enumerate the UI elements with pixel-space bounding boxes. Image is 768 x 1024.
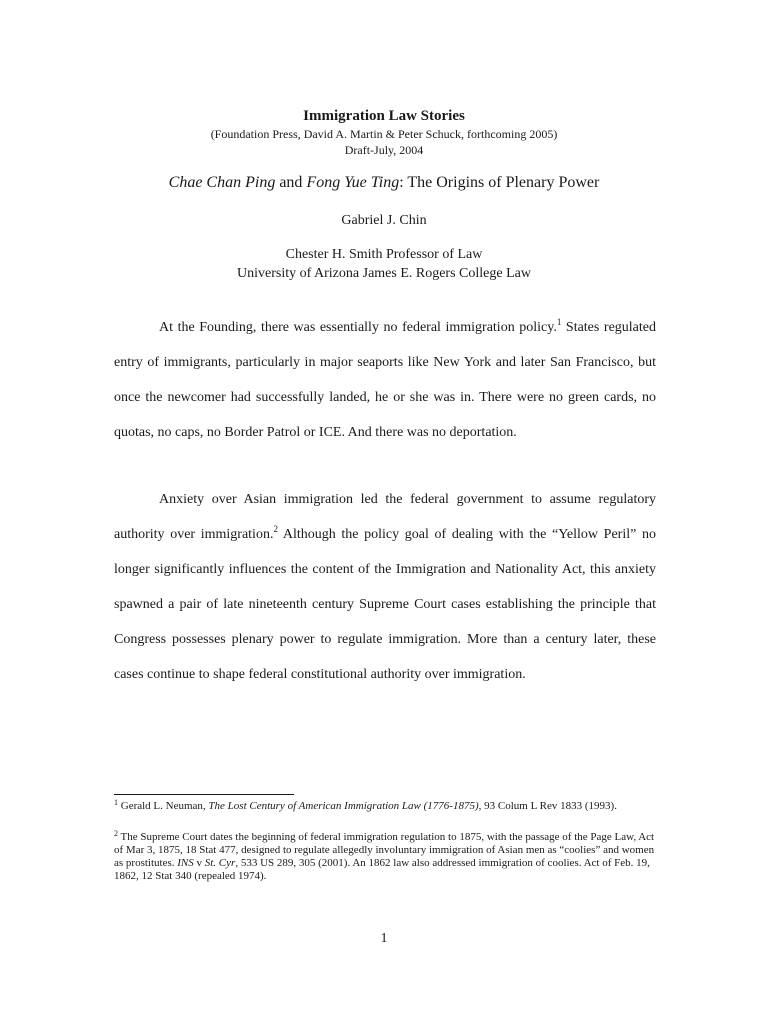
title-and: and: [275, 174, 307, 191]
title-rest: : The Origins of Plenary Power: [399, 174, 600, 191]
footnote-2-case-party-1: INS: [177, 857, 194, 869]
footnote-ref-1[interactable]: 1: [556, 317, 562, 327]
footnote-1-text: Gerald L. Neuman,: [118, 800, 209, 812]
author-title: Chester H. Smith Professor of Law: [285, 247, 483, 262]
footnote-ref-2[interactable]: 2: [273, 524, 278, 534]
body-paragraph-1: [114, 310, 656, 450]
footnote-2-case-party-2: St. Cyr: [204, 857, 236, 869]
case-name-1: Chae Chan Ping: [168, 174, 276, 191]
footnote-2-citation: , 533 US 289, 305 (2001). An 1862 law also addressed immigration of coolies. Act of Feb. 19, 1862, 12 Stat 340 (repealed 1974).: [114, 857, 650, 882]
book-title: Immigration Law Stories: [303, 108, 465, 124]
p2-text-cont: Although the policy goal of dealing with the “Yellow Peril” no longer significantly influences the content of the Immigration and Nationality Act, this anxiety spawned a pair of late nineteenth century Supreme Court cases establishing the principle that Congress possesses plenary power to regulate immigration. More than a century later, these cases continue to shape federal constitutional authority over immigration.: [114, 527, 656, 682]
footnote-2-v: v: [193, 857, 205, 869]
footnote-2-text: The Supreme Court dates the beginning of federal immigration regulation to 1875, with the passage of the Page Law, Act of Mar 3, 1875, 18 Stat 477, designed to regulate allegedly involuntary immigration of Asian men as “coolies” and women as prostitutes.: [114, 831, 655, 869]
author-name: Gabriel J. Chin: [341, 213, 427, 228]
footnote-1-number: 1: [114, 798, 118, 807]
body-paragraph-2: [114, 482, 656, 692]
page-number: 1: [380, 931, 388, 946]
draft-date: Draft-July, 2004: [344, 143, 424, 157]
author-institution: University of Arizona James E. Rogers College Law: [237, 266, 531, 281]
p1-text: At the Founding, there was essentially no federal immigration policy.: [159, 320, 557, 335]
footnote-1: [114, 800, 656, 813]
footnote-2-number: 2: [114, 829, 118, 838]
p1-text-cont: States regulated entry of immigrants, particularly in major seaports like New York and later San Francisco, but once the newcomer had successfully landed, he or she was in. There were no green cards, no quotas, no caps, no Border Patrol or ICE. And there was no deportation.: [114, 320, 656, 440]
footnote-1-citation: , 93 Colum L Rev 1833 (1993).: [478, 800, 617, 812]
p2-text: Anxiety over Asian immigration led the federal government to assume regulatory authority over immigration.: [114, 492, 656, 542]
publisher-line: (Foundation Press, David A. Martin & Peter Schuck, forthcoming 2005): [210, 127, 558, 141]
article-title: [0, 174, 768, 192]
footnote-1-book-title: The Lost Century of American Immigration Law (1776-1875): [208, 800, 479, 812]
case-name-2: Fong Yue Ting: [306, 174, 400, 191]
footnote-2: [114, 831, 656, 883]
footnote-divider: [114, 794, 294, 795]
